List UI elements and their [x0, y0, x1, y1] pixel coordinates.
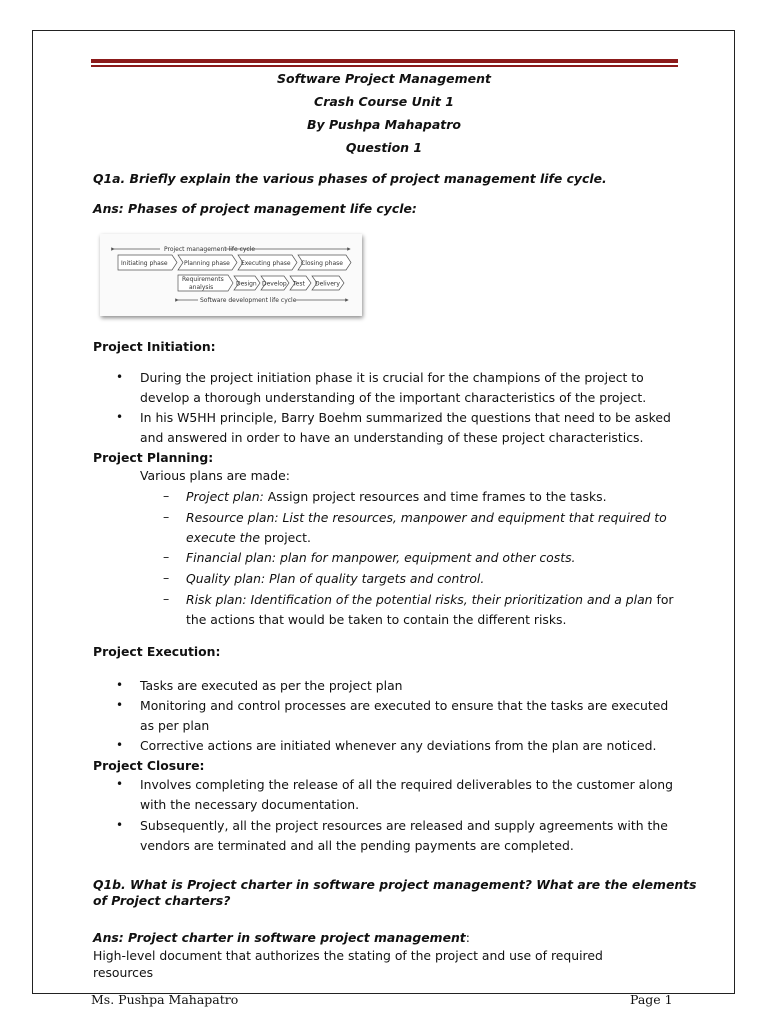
dash-marker: – [163, 591, 170, 606]
execution-b2-l2: as per plan [140, 718, 210, 733]
dash-marker: – [163, 570, 170, 585]
initiation-b2-l2: and answered in order to have an understanding of these project characteristics. [140, 430, 644, 445]
q1b-body-l2: resources [93, 965, 154, 980]
svg-text:Test: Test [293, 280, 305, 288]
svg-text:Delivery: Delivery [315, 280, 340, 288]
plan-quality: Quality plan: Plan of quality targets and control. [186, 571, 485, 586]
bullet-dot: • [116, 698, 124, 712]
execution-b1: Tasks are executed as per the project plan [140, 678, 403, 693]
execution-heading: Project Execution: [93, 644, 221, 659]
svg-text:Initiating phase: Initiating phase [121, 260, 168, 267]
closure-b1-l2: with the necessary documentation. [140, 797, 360, 812]
planning-heading: Project Planning: [93, 450, 214, 465]
plan-resource-l2: execute the project. [186, 530, 311, 545]
plan-resource-l1: Resource plan: List the resources, manpower and equipment that required to [186, 510, 667, 525]
bullet-dot: • [116, 818, 124, 832]
lifecycle-diagram [100, 234, 362, 316]
bullet-dot: • [116, 678, 124, 692]
bullet-dot: • [116, 410, 124, 424]
svg-text:analysis: analysis [189, 284, 214, 291]
execution-b3: Corrective actions are initiated whenever any deviations from the plan are noticed. [140, 738, 657, 753]
execution-b2-l1: Monitoring and control processes are executed to ensure that the tasks are executed [140, 698, 669, 713]
q1a-question: Q1a. Briefly explain the various phases of project management life cycle. [93, 171, 607, 186]
q1b-answer-heading: Ans: Project charter in software project management: [93, 930, 470, 945]
page-number: Page 1 [630, 992, 673, 1007]
sdlc-test [290, 276, 311, 290]
header-rule-thick [91, 59, 678, 63]
header-rule-thin [91, 65, 678, 67]
initiation-b1-l2: develop a thorough understanding of the important characteristics of the project. [140, 390, 647, 405]
planning-intro: Various plans are made: [140, 468, 290, 483]
doc-title: Software Project Management [276, 71, 492, 86]
question-number: Question 1 [345, 140, 423, 155]
q1b-body-l1: High-level document that authorizes the stating of the project and use of required [93, 948, 603, 963]
sdlc-design [234, 276, 260, 290]
bullet-dot: • [116, 738, 124, 752]
plan-risk-l2: the actions that would be taken to contain the different risks. [186, 612, 567, 627]
svg-text:Design: Design [236, 280, 257, 288]
q1b-question-l2: of Project charters? [93, 893, 231, 908]
dash-marker: – [163, 488, 170, 503]
phase-closing [298, 255, 351, 270]
diagram-bottom-label: Software development life cycle [200, 297, 297, 304]
svg-text:Planning phase: Planning phase [184, 260, 230, 267]
phase-planning [178, 255, 237, 270]
dash-marker: – [163, 509, 170, 524]
q1b-question-l1: Q1b. What is Project charter in software project management? What are the elements [93, 877, 697, 892]
phase-initiating [118, 255, 177, 270]
q1a-answer-heading: Ans: Phases of project management life cycle: [93, 201, 417, 216]
initiation-b2-l1: In his W5HH principle, Barry Boehm summarized the questions that need to be asked [140, 410, 671, 425]
plan-financial: Financial plan: plan for manpower, equipment and other costs. [186, 550, 576, 565]
bullet-dot: • [116, 370, 124, 384]
initiation-b1-l1: During the project initiation phase it is crucial for the champions of the project to [140, 370, 644, 385]
svg-text:Closing phase: Closing phase [301, 260, 343, 267]
footer-author: Ms. Pushpa Mahapatro [91, 992, 239, 1007]
svg-text:Requirements: Requirements [182, 276, 224, 283]
closure-heading: Project Closure: [93, 758, 205, 773]
svg-text:Executing phase: Executing phase [241, 260, 291, 267]
bullet-dot: • [116, 777, 124, 791]
sdlc-requirements [178, 275, 233, 291]
doc-author: By Pushpa Mahapatro [306, 117, 462, 132]
svg-text:Develop: Develop [262, 280, 287, 288]
dash-marker: – [163, 549, 170, 564]
doc-subtitle: Crash Course Unit 1 [314, 94, 454, 109]
initiation-heading: Project Initiation: [93, 339, 216, 354]
closure-b2-l1: Subsequently, all the project resources are released and supply agreements with the [140, 818, 668, 833]
closure-b2-l2: vendors are terminated and all the pending payments are completed. [140, 838, 574, 853]
phase-executing [238, 255, 297, 270]
closure-b1-l1: Involves completing the release of all the required deliverables to the customer along [140, 777, 673, 792]
sdlc-develop [261, 276, 289, 290]
diagram-top-label: Project management life cycle [164, 246, 256, 253]
sdlc-delivery [312, 276, 344, 290]
plan-project: Project plan: Assign project resources and time frames to the tasks. [186, 489, 607, 504]
plan-risk-l1: Risk plan: Identification of the potential risks, their prioritization and a plan for [186, 592, 674, 607]
